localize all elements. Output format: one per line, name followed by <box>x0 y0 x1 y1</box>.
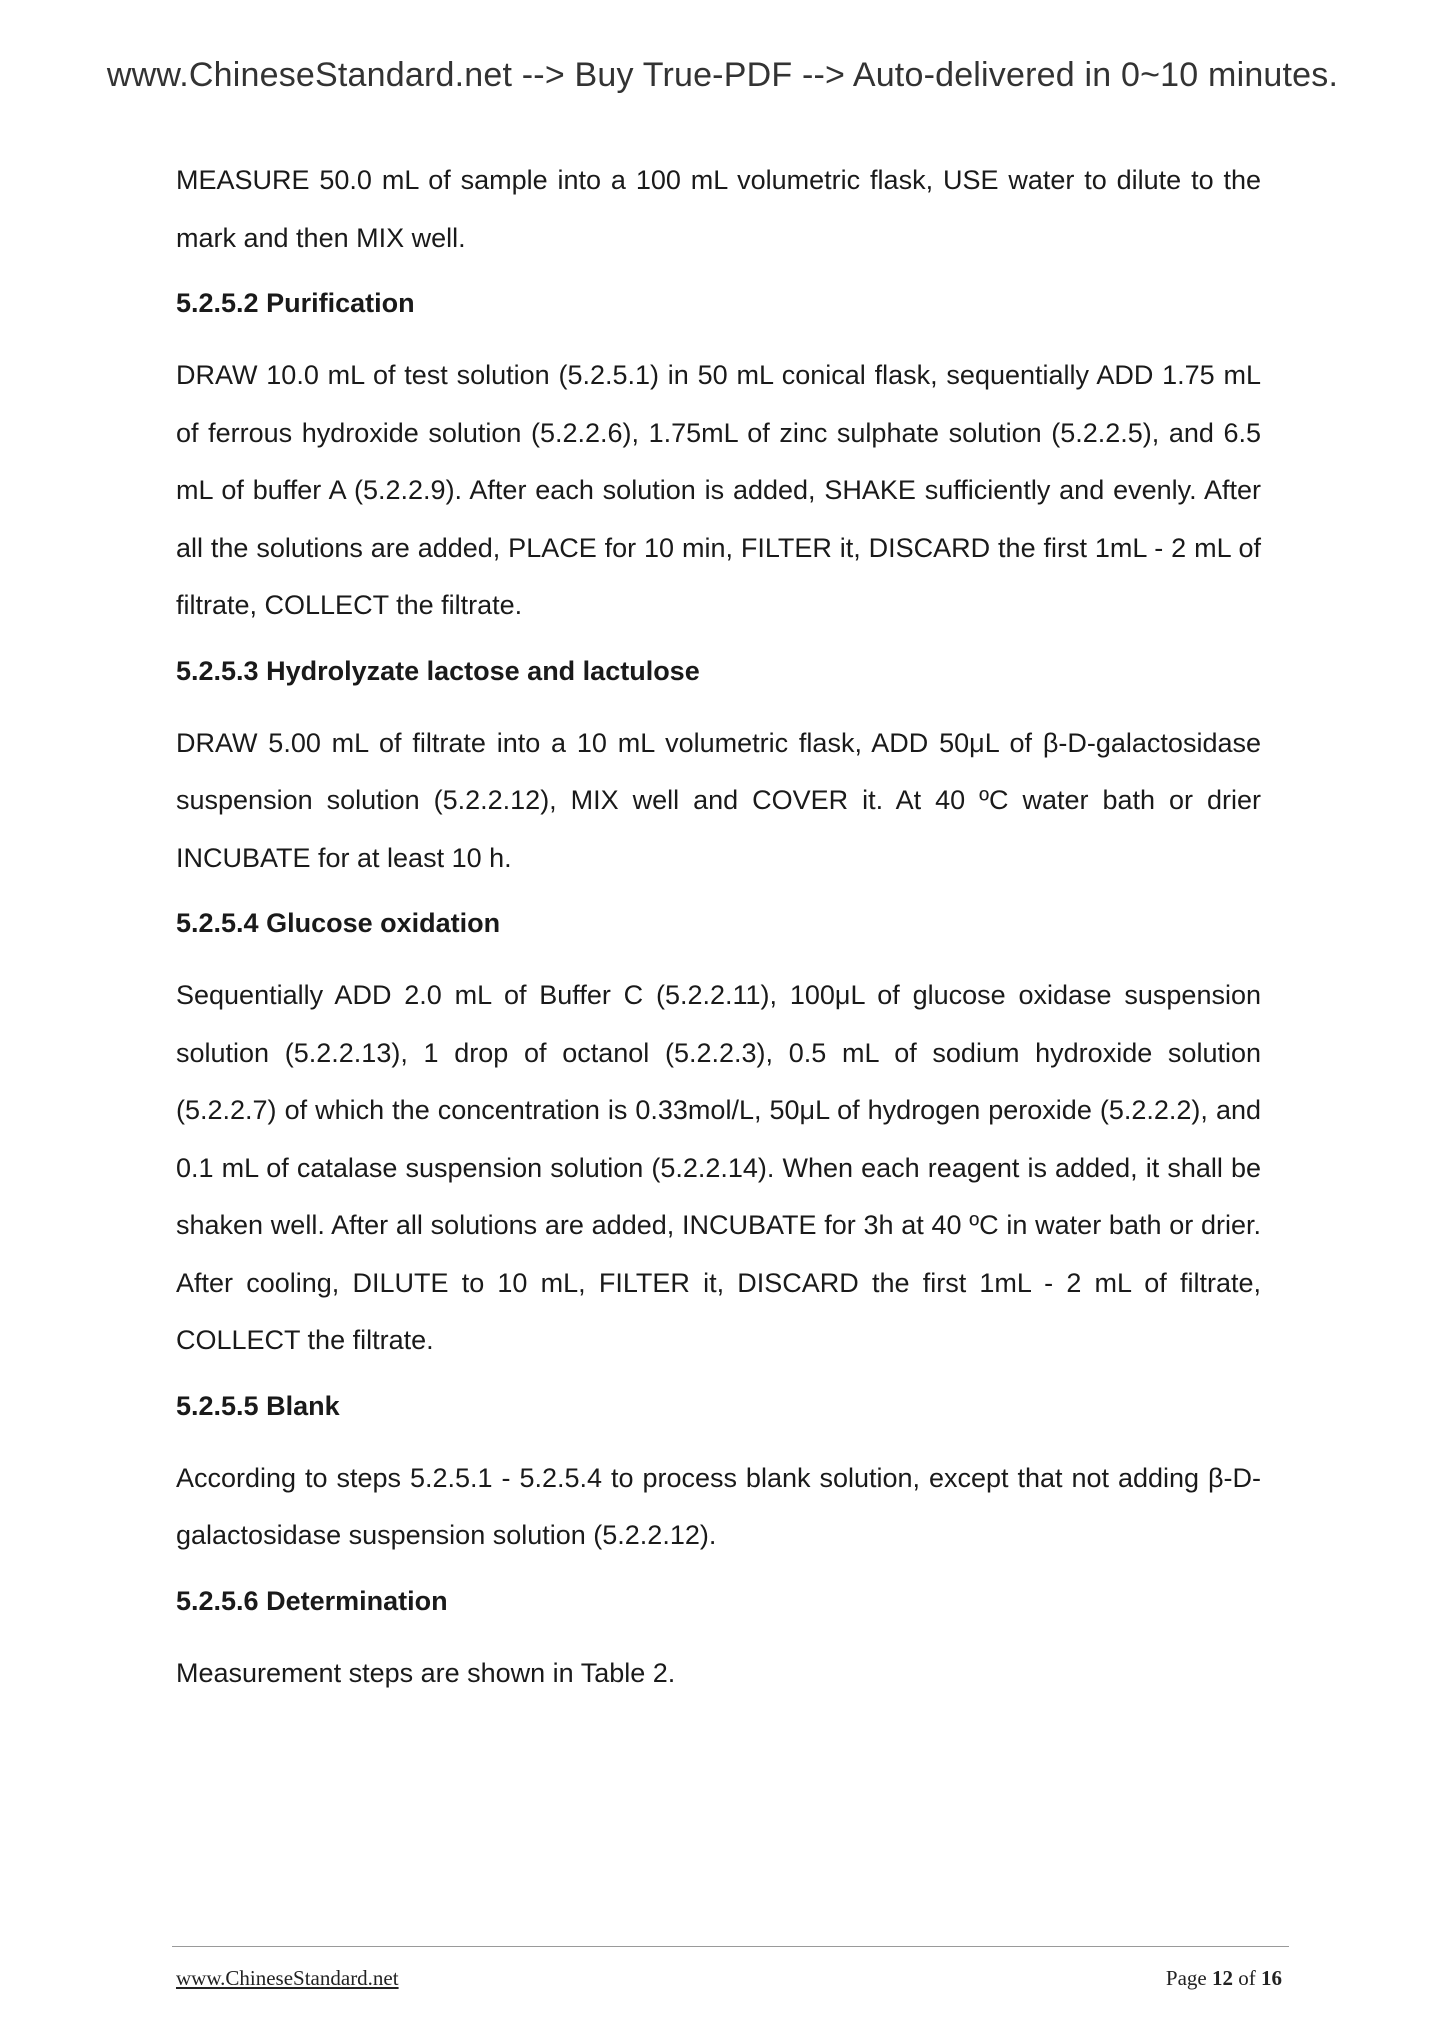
glucose-oxidation-paragraph: Sequentially ADD 2.0 mL of Buffer C (5.2.2.11), 100μL of glucose oxidase suspension solution (5.2.2.13), 1 drop of octanol (5.2.2.3), 0.5 mL of sodium hydroxide solution (5.2.2.7) of which the concentration is 0.33mol/L, 50μL of hydrogen peroxide (5.2.2.2), and 0.1 mL of catalase suspension solution (5.2.2.14). When each reagent is added, it shall be shaken well. After all solutions are added, INCUBATE for 3h at 40 ºC in water bath or drier. After cooling, DILUTE to 10 mL, FILTER it, DISCARD the first 1mL - 2 mL of filtrate, COLLECT the filtrate. <box>176 980 1261 1355</box>
section-heading-determination: 5.2.5.6 Determination <box>176 1585 448 1616</box>
page-number <box>1166 1966 1282 1991</box>
purification-paragraph: DRAW 10.0 mL of test solution (5.2.5.1) in 50 mL conical flask, sequentially ADD 1.75 mL of ferrous hydroxide solution (5.2.2.6), 1.75mL of zinc sulphate solution (5.2.2.5), and 6.5 mL of buffer A (5.2.2.9). After each solution is added, SHAKE sufficiently and evenly. After all the solutions are added, PLACE for 10 min, FILTER it, DISCARD the first 1mL - 2 mL of filtrate, COLLECT the filtrate. <box>176 360 1261 620</box>
page-banner: www.ChineseStandard.net --> Buy True-PDF --> Auto-delivered in 0~10 minutes. <box>106 56 1339 94</box>
page-total: 16 <box>1261 1966 1282 1990</box>
page-word: Page <box>1165 1966 1207 1990</box>
page-current: 12 <box>1212 1966 1233 1990</box>
page-of: of <box>1238 1966 1256 1990</box>
hydrolyzate-paragraph: DRAW 5.00 mL of filtrate into a 10 mL volumetric flask, ADD 50μL of β-D-galactosidase suspension solution (5.2.2.12), MIX well and COVER it. At 40 ºC water bath or drier INCUBATE for at least 10 h. <box>176 727 1261 873</box>
blank-paragraph: According to steps 5.2.5.1 - 5.2.5.4 to process blank solution, except that not adding β-D-galactosidase suspension solution (5.2.2.12). <box>176 1462 1261 1550</box>
section-heading-glucose-oxidation: 5.2.5.4 Glucose oxidation <box>176 908 501 938</box>
section-heading-blank: 5.2.5.5 Blank <box>176 1390 340 1421</box>
section-heading-purification: 5.2.5.2 Purification <box>176 288 415 318</box>
determination-paragraph: Measurement steps are shown in Table 2. <box>176 1657 676 1688</box>
intro-paragraph: MEASURE 50.0 mL of sample into a 100 mL volumetric flask, USE water to dilute to the mark and then MIX well. <box>176 165 1261 253</box>
document-body <box>176 152 1261 1718</box>
footer-website-link[interactable]: www.ChineseStandard.net <box>176 1966 399 1990</box>
section-heading-hydrolyzate: 5.2.5.3 Hydrolyzate lactose and lactulose <box>176 655 700 686</box>
footer-divider <box>172 1946 1289 1947</box>
